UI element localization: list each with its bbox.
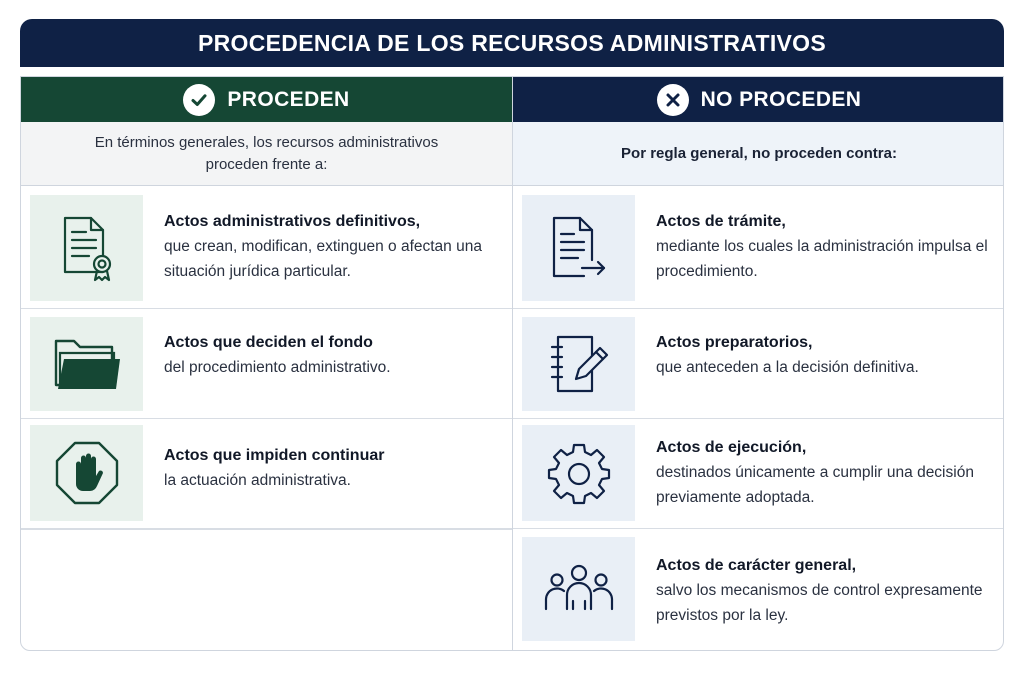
item-title: Actos de ejecución, (656, 439, 807, 456)
item-title: Actos que impiden continuar (164, 447, 385, 464)
page-title: PROCEDENCIA DE LOS RECURSOS ADMINISTRATIVOS (20, 19, 1004, 67)
column-proceden (21, 77, 512, 650)
list-item (513, 419, 1004, 529)
item-title: Actos que deciden el fondo (164, 334, 373, 351)
column-header-label: PROCEDEN (227, 87, 350, 111)
x-circle-icon (657, 84, 689, 116)
item-title: Actos de carácter general, (656, 557, 857, 574)
list-item (21, 419, 512, 529)
item-title: Actos preparatorios, (656, 334, 813, 351)
gear-icon (522, 425, 635, 521)
item-description: que anteceden a la decisión definitiva. (656, 359, 919, 376)
intro-text: Por regla general, no proceden contra: (513, 122, 1004, 186)
item-description: destinados únicamente a cumplir una decisión previamente adoptada. (656, 464, 974, 506)
item-description: mediante los cuales la administración impulsa el procedimiento. (656, 238, 988, 280)
column-no-proceden (512, 77, 1004, 650)
comparison-table (20, 76, 1004, 651)
folder-icon (30, 317, 143, 411)
item-title: Actos de trámite, (656, 213, 786, 230)
certificate-document-icon (30, 195, 143, 301)
list-item (513, 187, 1004, 309)
column-header-label: NO PROCEDEN (700, 87, 862, 111)
list-item (513, 529, 1004, 651)
item-title: Actos administrativos definitivos, (164, 213, 421, 230)
column-header-no-proceden (513, 77, 1004, 122)
people-group-icon (522, 537, 635, 641)
list-item (21, 187, 512, 309)
check-circle-icon (183, 84, 215, 116)
list-item (21, 309, 512, 419)
divider (21, 529, 512, 530)
list-item (513, 309, 1004, 419)
notebook-pencil-icon (522, 317, 635, 411)
column-header-proceden (21, 77, 512, 122)
item-description: que crean, modifican, extinguen o afectan una situación jurídica particular. (164, 238, 482, 280)
item-description: la actuación administrativa. (164, 472, 351, 489)
stop-hand-icon (30, 425, 143, 521)
document-arrow-icon (522, 195, 635, 301)
item-description: del procedimiento administrativo. (164, 359, 391, 376)
intro-text: En términos generales, los recursos administrativos proceden frente a: (21, 122, 512, 186)
item-description: salvo los mecanismos de control expresamente previstos por la ley. (656, 582, 983, 624)
